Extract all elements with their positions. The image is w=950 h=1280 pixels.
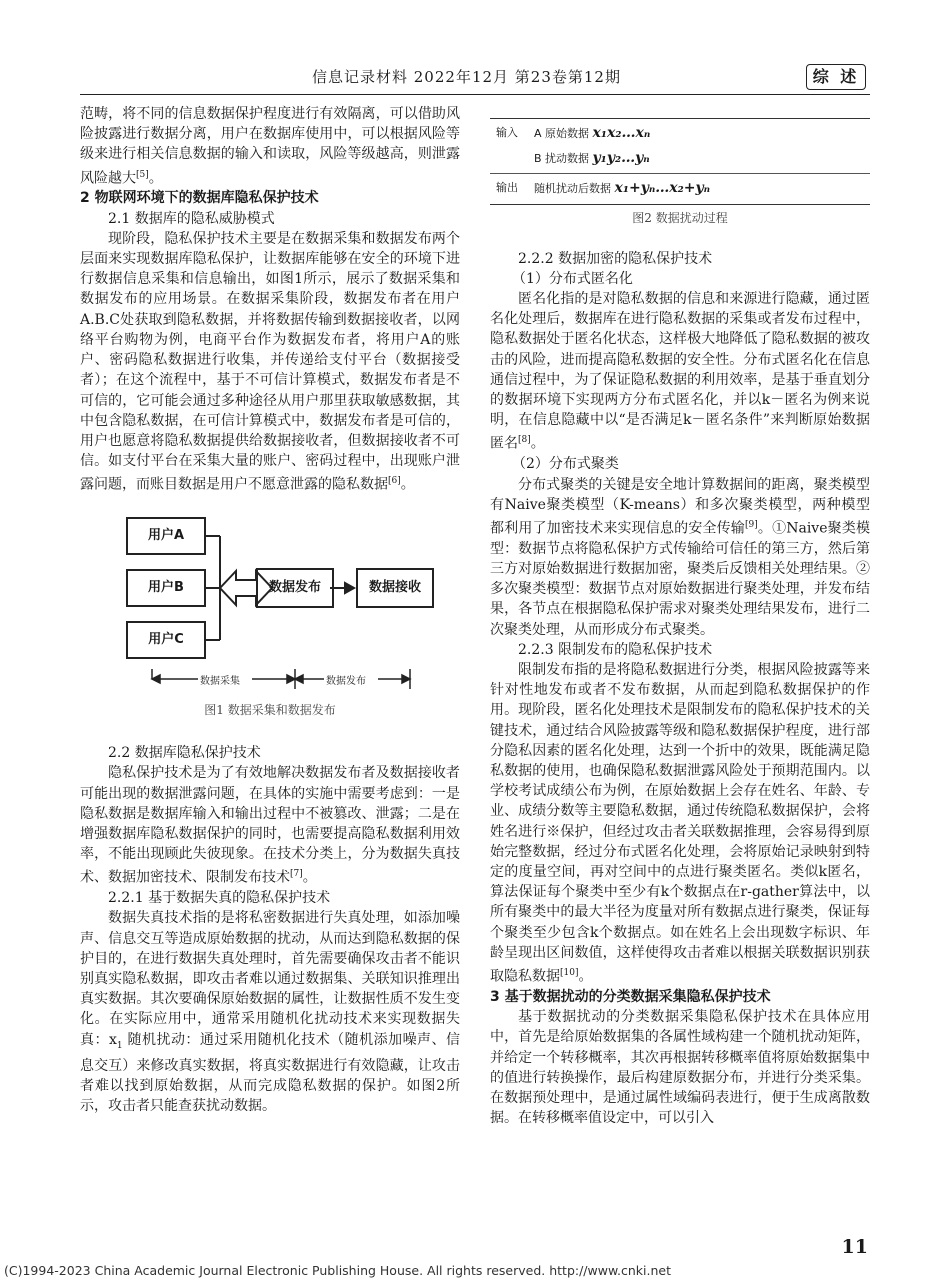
copyright-footer: (C)1994-2023 China Academic Journal Electronic Publishing House. All rights reserved. http://www.cnki.net	[4, 1263, 671, 1278]
subsection-heading: 2.2 数据库隐私保护技术	[108, 745, 261, 762]
paragraph: 范畴，将不同的信息数据保护程度进行有效隔离，可以借助风险披露进行数据分离，用户在数据库使用中，可以根据风险等级来进行相关信息数据的输入和读取，风险等级越高，则泄露风险越大[5]。	[80, 106, 460, 187]
subsection-heading: 2.2.3 限制发布的隐私保护技术	[518, 641, 713, 658]
paragraph: 现阶段，隐私保护技术主要是在数据采集和数据发布两个层面来实现数据库隐私保护，让数据库能够在安全的环境下进行数据信息采集和信息输出，如图1所示，展示了数据采集和数据发布的应用场景。在数据采集阶段，数据发布者在用户A.B.C处获取到隐私数据，并将数据传输到数据接收者，以网络平台购物为例，电商平台作为数据发布者，将用户A的账户、密码隐私数据进行收集，并传递给支付平台（数据接受者）；在这个流程中，基于不可信计算模式，数据发布者是不可信的，它可能会通过多种途径从用户那里获取敏感数据，其中包含隐私数据，在可信计算模式中，数据发布者是可信的，用户也愿意将隐私数据提供给数据接收者，但数据接收者不可信。如支付平台在采集大量的账户、密码过程中，出现账户泄露问题，而账目数据是用户不愿意泄露的隐私数据[6]。	[80, 230, 460, 493]
section-heading: 2 物联网环境下的数据库隐私保护技术	[80, 190, 319, 207]
data-publish-box: 数据发布	[256, 568, 334, 608]
figure-2-table: 输入 A 原始数据 x₁x₂…xₙ B 扰动数据 y₁y₂…yₙ 输出 随机扰动后数据 x₁+yₙ…x₂+yₙ	[490, 118, 870, 205]
sub-heading: （1）分布式匿名化	[512, 270, 633, 287]
figure-1-caption: 图1 数据采集和数据发布	[204, 703, 336, 718]
subsection-heading: 2.1 数据库的隐私威胁模式	[108, 210, 275, 227]
journal-title: 信息记录材料 2022年12月 第23卷第12期	[312, 68, 621, 86]
subsection-heading: 2.2.2 数据加密的隐私保护技术	[518, 250, 713, 267]
figure-1-diagram	[80, 509, 460, 729]
section-badge: 综 述	[806, 64, 866, 90]
input-label: 输入	[496, 126, 518, 139]
section-heading: 3 基于数据扰动的分类数据采集隐私保护技术	[490, 988, 771, 1005]
paragraph: 基于数据扰动的分类数据采集隐私保护技术在具体应用中，首先是给原始数据集的各属性域构建一个随机扰动矩阵，并给定一个转移概率，其次再根据转移概率值将原始数据集中的值进行转换操作，最后构建原数据分布，并进行分类采集。在数据预处理中，是通过属性域编码表进行，便于生成离散数据。在转移概率值设定中，可以引入	[490, 1009, 870, 1127]
left-column	[80, 104, 460, 1116]
paragraph: 分布式聚类的关键是安全地计算数据间的距离，聚类模型有Naive聚类模型（K-means）和多次聚类模型，两种模型都利用了加密技术来实现信息的安全传输[9]。①Naive聚类模型：数据节点将隐私保护方式传输给可信任的第三方，然后第三方对原始数据进行数据加密，聚类后反馈相关处理结果。②多次聚类模型：数据节点对原始数据进行聚类处理，并发布结果，各节点在根据隐私保护需求对聚类处理结果发布，进行二次聚类处理，从而形成分布式聚类。	[490, 476, 870, 638]
sub-heading: （2）分布式聚类	[512, 456, 619, 473]
right-column	[490, 118, 870, 1128]
axis-label-collect: 数据采集	[200, 676, 240, 688]
user-a-box: 用户A	[126, 517, 206, 555]
paragraph: 数据失真技术指的是将私密数据进行失真处理，如添加噪声、信息交互等造成原始数据的扰动，从而达到隐私数据的保护目的，在进行数据失真处理时，首先需要确保攻击者不能识别真实隐私数据，即攻击者难以通过数据集、关联知识推理出真实数据。其次要确保原始数据的属性，让数据性质不发生变化。在实际应用中，通常采用随机化扰动技术来实现数据失真：$x_1$ 随机扰动：通过采用随机化技术（随机添加噪声、信息交互）来修改真实数据，将真实数据进行有效隐藏，让攻击者难以找到原始数据，从而完成隐私数据的保护。如图2所示，攻击者只能查获扰动数据。	[80, 910, 460, 1115]
paragraph: 匿名化指的是对隐私数据的信息和来源进行隐藏，通过匿名化处理后，数据库在进行隐私数据的采集或者发布过程中，隐私数据处于匿名化状态，这样极大地降低了隐私数据的被攻击的风险，进而提高隐私数据的安全性。分布式匿名化在信息通信过程中，为了保证隐私数据的利用效率，是基于垂直划分的数据环境下实现两方分布式匿名化，并以k－匿名为例来说明，在信息隐藏中以“是否满足k－匿名条件”来判断原始数据匿名[8]。	[490, 291, 870, 453]
axis-label-publish: 数据发布	[326, 676, 366, 688]
user-c-box: 用户C	[126, 621, 206, 659]
paragraph: 隐私保护技术是为了有效地解决数据发布者及数据接收者可能出现的数据泄露问题，在具体的实施中需要考虑到：一是隐私数据是数据库输入和输出过程中不被篡改、泄露；二是在增强数据库隐私数据保护的同时，也需要提高隐私数据利用效率，不能出现顾此失彼现象。在技术分类上，分为数据失真技术、数据加密技术、限制发布技术[7]。	[80, 765, 460, 887]
paragraph: 限制发布指的是将隐私数据进行分类，根据风险披露等来针对性地发布或者不发布数据，从而起到隐私数据保护的作用。现阶段，匿名化处理技术是限制发布的隐私保护技术的关键技术，通过结合风险披露等级和隐私数据保护程度，进行部分隐私因素的匿名化处理，达到一个折中的效果，既能满足隐私数据的使用，也确保隐私数据泄露风险处于预期范围内。以学校考试成绩公布为例，在原始数据上会存在姓名、年龄、专业、成绩分数等主要隐私数据，通过传统隐私数据保护，会将姓名进行※保护，但经过攻击者关联数据推理，会容易得到原始完整数据，经过分布式匿名化处理，会将原始记录映射到特定的度量空间，再对空间中的点进行聚类匿名。类似k匿名，算法保证每个聚类中至少有k个数据点在r-gather算法中，以所有聚类中的最大半径为度量对所有数据点进行聚类，保证每个聚类至少包含k个数据点。如在姓名上会出现数字标识、年龄呈现出区间数值，这样使得攻击者难以根据关联数据识别获取隐私数据[10]。	[490, 661, 870, 985]
figure-1-connectors	[80, 509, 460, 709]
running-header	[80, 64, 870, 95]
subsection-heading: 2.2.1 基于数据失真的隐私保护技术	[108, 890, 331, 907]
page-number: 11	[841, 1236, 868, 1258]
data-receive-box: 数据接收	[356, 568, 434, 608]
figure-2-caption: 图2 数据扰动过程	[632, 210, 728, 225]
user-b-box: 用户B	[126, 569, 206, 607]
output-label: 输出	[496, 181, 518, 195]
